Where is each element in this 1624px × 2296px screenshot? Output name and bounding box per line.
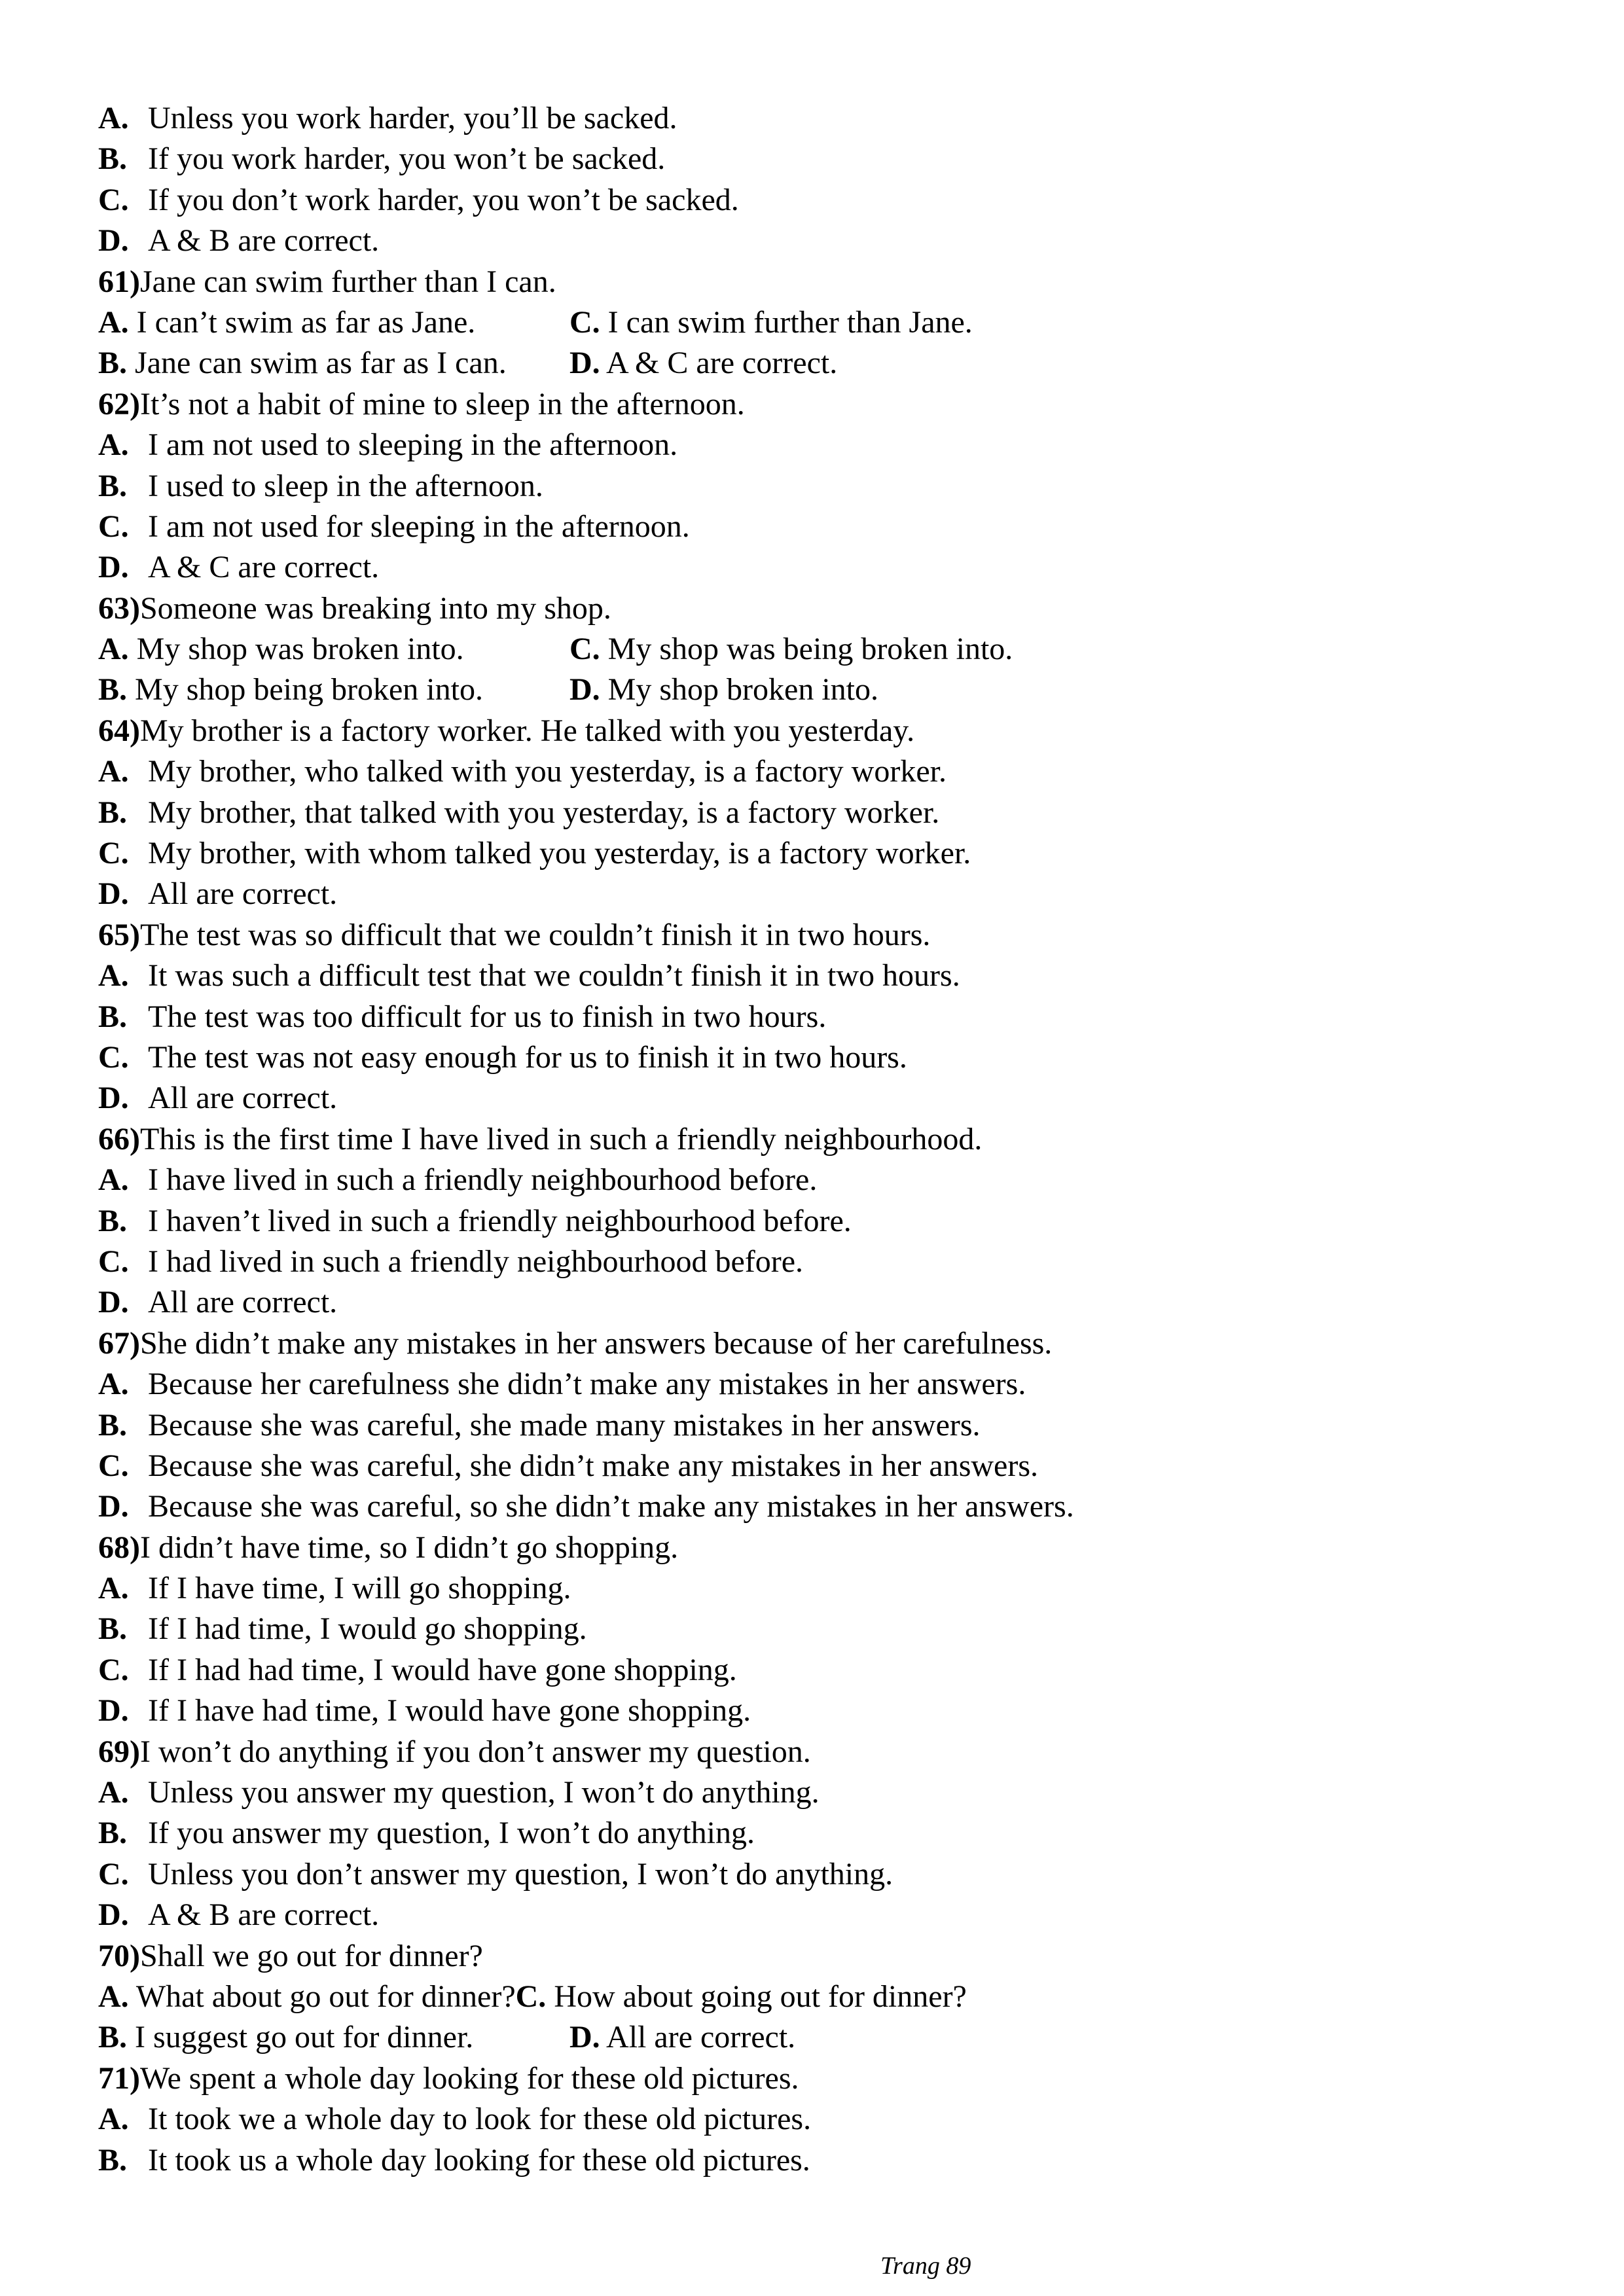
option-text: Because her carefulness she didn’t make any mistakes in her answers. xyxy=(148,1367,1026,1402)
question-line xyxy=(98,1528,1538,1568)
question-number: 66) xyxy=(98,1121,140,1157)
option-text: All are correct. xyxy=(148,1285,338,1320)
question-prompt: Jane can swim further than I can. xyxy=(139,264,556,299)
option-letter: D. xyxy=(569,2020,600,2055)
option-row xyxy=(98,629,1538,670)
option-line xyxy=(98,874,1538,914)
option-letter: B. xyxy=(98,672,128,708)
option-letter: C. xyxy=(98,1448,129,1483)
question-number: 65) xyxy=(98,917,140,952)
option-text: The test was not easy enough for us to finish it in two hours. xyxy=(148,1039,907,1075)
option-text: Because she was careful, so she didn’t make any mistakes in her answers. xyxy=(148,1489,1074,1524)
option-letter: B. xyxy=(98,2142,128,2178)
option-text: All are correct. xyxy=(606,2020,796,2055)
question-prompt: It’s not a habit of mine to sleep in the afternoon. xyxy=(139,386,745,422)
option-line xyxy=(98,793,1538,833)
page-number: Trang 89 xyxy=(880,2252,971,2280)
option-letter: B. xyxy=(98,1816,128,1851)
question-prompt: We spent a whole day looking for these old pictures. xyxy=(139,2060,799,2096)
question-number: 62) xyxy=(98,386,140,422)
option-text: I had lived in such a friendly neighbourhood before. xyxy=(148,1244,804,1279)
option-text: Jane can swim as far as I can. xyxy=(135,346,507,381)
option-text: It was such a difficult test that we couldn’t finish it in two hours. xyxy=(148,958,960,994)
option-cell xyxy=(569,302,973,343)
option-letter: A. xyxy=(98,1979,129,2014)
option-letter: C. xyxy=(569,632,600,667)
option-letter: A. xyxy=(98,427,129,463)
option-text: My brother, with whom talked you yesterday, is a factory worker. xyxy=(148,836,971,871)
option-text: My shop broken into. xyxy=(607,672,878,708)
option-letter: D. xyxy=(98,550,129,585)
option-line xyxy=(98,2099,1538,2140)
option-text: Unless you answer my question, I won’t do anything. xyxy=(148,1775,820,1810)
option-text: If I have time, I will go shopping. xyxy=(148,1571,571,1606)
question-line xyxy=(98,915,1538,956)
option-text: It took we a whole day to look for these old pictures. xyxy=(148,2102,812,2137)
option-line xyxy=(98,1772,1538,1813)
question-line xyxy=(98,2058,1538,2099)
option-cell xyxy=(98,302,569,343)
option-text: How about going out for dinner? xyxy=(554,1979,967,2014)
option-line xyxy=(98,1364,1538,1405)
option-letter: D. xyxy=(98,1285,129,1320)
question-line xyxy=(98,588,1538,629)
option-text: I can’t swim as far as Jane. xyxy=(136,304,476,340)
option-letter: A. xyxy=(98,632,129,667)
option-letter: D. xyxy=(98,1897,129,1933)
option-line xyxy=(98,1691,1538,1731)
option-line xyxy=(98,1201,1538,1242)
option-cell xyxy=(98,670,569,710)
option-letter: B. xyxy=(98,141,128,177)
option-line xyxy=(98,2140,1538,2181)
question-prompt: Someone was breaking into my shop. xyxy=(139,590,611,626)
option-text: My shop was being broken into. xyxy=(607,632,1013,667)
question-number: 68) xyxy=(98,1530,140,1565)
option-line xyxy=(98,1486,1538,1527)
option-row xyxy=(98,302,1538,343)
option-text: I am not used to sleeping in the afternoon. xyxy=(148,427,678,463)
question-line xyxy=(98,1936,1538,1977)
option-letter: B. xyxy=(98,2020,128,2055)
option-letter: D. xyxy=(569,672,600,708)
option-text: If I had time, I would go shopping. xyxy=(148,1611,587,1647)
option-letter: D. xyxy=(98,876,129,912)
option-cell xyxy=(569,2017,795,2058)
question-prompt: This is the first time I have lived in such a friendly neighbourhood. xyxy=(139,1121,983,1157)
option-line xyxy=(98,1446,1538,1486)
option-letter: D. xyxy=(98,223,129,259)
option-text: All are correct. xyxy=(148,876,338,912)
option-line xyxy=(98,180,1538,221)
option-text: A & C are correct. xyxy=(148,550,380,585)
option-line xyxy=(98,1650,1538,1691)
option-line xyxy=(98,751,1538,792)
option-line xyxy=(98,1854,1538,1895)
question-line xyxy=(98,1732,1538,1772)
option-cell xyxy=(569,670,878,710)
option-line xyxy=(98,1282,1538,1323)
option-line xyxy=(98,1078,1538,1119)
option-letter: A. xyxy=(98,1571,129,1606)
question-line xyxy=(98,1323,1538,1364)
option-text: I have lived in such a friendly neighbourhood before. xyxy=(148,1162,818,1198)
option-text: Unless you don’t answer my question, I won’t do anything. xyxy=(148,1856,893,1892)
question-line xyxy=(98,262,1538,302)
option-letter: A. xyxy=(98,958,129,994)
question-number: 70) xyxy=(98,1938,140,1973)
option-line xyxy=(98,425,1538,465)
option-letter: C. xyxy=(98,1856,129,1892)
option-line xyxy=(98,1813,1538,1854)
option-letter: A. xyxy=(98,1162,129,1198)
option-cell xyxy=(569,343,837,384)
option-text: If I have had time, I would have gone shopping. xyxy=(148,1693,751,1729)
option-letter: C. xyxy=(515,1979,547,2014)
question-number: 61) xyxy=(98,264,140,299)
question-prompt: She didn’t make any mistakes in her answers because of her carefulness. xyxy=(139,1325,1053,1361)
option-letter: A. xyxy=(98,1775,129,1810)
option-letter: C. xyxy=(98,836,129,871)
option-text: Because she was careful, she didn’t make any mistakes in her answers. xyxy=(148,1448,1039,1483)
option-letter: A. xyxy=(98,101,129,135)
option-letter: A. xyxy=(98,2102,129,2137)
option-text: I haven’t lived in such a friendly neighbourhood before. xyxy=(148,1203,852,1238)
option-letter: D. xyxy=(98,1489,129,1524)
option-letter: B. xyxy=(98,1611,128,1647)
option-text: If you work harder, you won’t be sacked. xyxy=(148,141,666,177)
option-text: My brother, that talked with you yesterday, is a factory worker. xyxy=(148,795,940,830)
question-number: 64) xyxy=(98,713,140,748)
option-cell xyxy=(569,629,1013,670)
option-line xyxy=(98,1160,1538,1200)
option-letter: A. xyxy=(98,1367,129,1402)
option-text: The test was too difficult for us to finish in two hours. xyxy=(148,999,827,1034)
question-number: 71) xyxy=(98,2060,140,2096)
option-line xyxy=(98,1568,1538,1609)
option-cell xyxy=(98,629,569,670)
option-text: My shop being broken into. xyxy=(135,672,483,708)
option-line xyxy=(98,1895,1538,1935)
option-text: If I had had time, I would have gone shopping. xyxy=(148,1652,737,1687)
question-line xyxy=(98,384,1538,425)
option-text: What about go out for dinner? xyxy=(135,1979,516,2014)
option-line xyxy=(98,1405,1538,1446)
option-line xyxy=(98,1037,1538,1078)
exercise-page xyxy=(98,98,1538,2181)
question-number: 67) xyxy=(98,1325,140,1361)
option-text: It took us a whole day looking for these old pictures. xyxy=(148,2142,810,2178)
option-letter: A. xyxy=(98,304,129,340)
option-text: If you don’t work harder, you won’t be sacked. xyxy=(148,182,739,217)
option-letter: A. xyxy=(98,754,129,789)
option-line xyxy=(98,1609,1538,1649)
option-text: My shop was broken into. xyxy=(136,632,464,667)
option-row xyxy=(98,1977,1538,2017)
question-line xyxy=(98,711,1538,751)
option-text: I can swim further than Jane. xyxy=(607,304,973,340)
option-text: Unless you work harder, you’ll be sacked. xyxy=(148,101,677,135)
option-letter: C. xyxy=(98,1039,129,1075)
option-text: My brother, who talked with you yesterday, is a factory worker. xyxy=(148,754,947,789)
option-text: All are correct. xyxy=(148,1081,338,1116)
option-line xyxy=(98,956,1538,996)
question-prompt: The test was so difficult that we couldn’t finish it in two hours. xyxy=(139,917,931,952)
option-line xyxy=(98,466,1538,507)
question-number: 63) xyxy=(98,590,140,626)
option-cell xyxy=(98,343,569,384)
option-text: A & C are correct. xyxy=(606,346,838,381)
option-line xyxy=(98,833,1538,874)
option-line xyxy=(98,997,1538,1037)
option-letter: D. xyxy=(98,1693,129,1729)
option-line xyxy=(98,1242,1538,1282)
option-text: Because she was careful, she made many mistakes in her answers. xyxy=(148,1407,981,1443)
question-prompt: I didn’t have time, so I didn’t go shopping. xyxy=(139,1530,679,1565)
option-letter: B. xyxy=(98,1407,128,1443)
option-letter: B. xyxy=(98,468,128,503)
option-line xyxy=(98,98,1538,139)
question-line xyxy=(98,1119,1538,1160)
option-line xyxy=(98,507,1538,547)
question-prompt: I won’t do anything if you don’t answer my question. xyxy=(139,1734,811,1769)
option-line xyxy=(98,221,1538,261)
option-letter: B. xyxy=(98,999,128,1034)
option-text: I am not used for sleeping in the afternoon. xyxy=(148,509,690,544)
option-letter: C. xyxy=(98,1652,129,1687)
option-letter: D. xyxy=(569,346,600,381)
option-row xyxy=(98,670,1538,710)
question-prompt: My brother is a factory worker. He talked with you yesterday. xyxy=(139,713,915,748)
option-letter: D. xyxy=(98,1081,129,1116)
question-number: 69) xyxy=(98,1734,140,1769)
question-prompt: Shall we go out for dinner? xyxy=(139,1938,483,1973)
option-text: I suggest go out for dinner. xyxy=(135,2020,474,2055)
option-letter: B. xyxy=(98,795,128,830)
option-letter: C. xyxy=(98,1244,129,1279)
option-text: I used to sleep in the afternoon. xyxy=(148,468,543,503)
option-text: If you answer my question, I won’t do anything. xyxy=(148,1816,755,1851)
option-cell xyxy=(98,2017,569,2058)
option-line xyxy=(98,139,1538,179)
option-text: A & B are correct. xyxy=(148,1897,380,1933)
option-row xyxy=(98,343,1538,384)
option-letter: C. xyxy=(569,304,600,340)
option-letter: B. xyxy=(98,1203,128,1238)
option-letter: C. xyxy=(98,182,129,217)
option-text: A & B are correct. xyxy=(148,223,380,259)
option-letter: B. xyxy=(98,346,128,381)
option-letter: C. xyxy=(98,509,129,544)
option-line xyxy=(98,547,1538,588)
option-row xyxy=(98,2017,1538,2058)
